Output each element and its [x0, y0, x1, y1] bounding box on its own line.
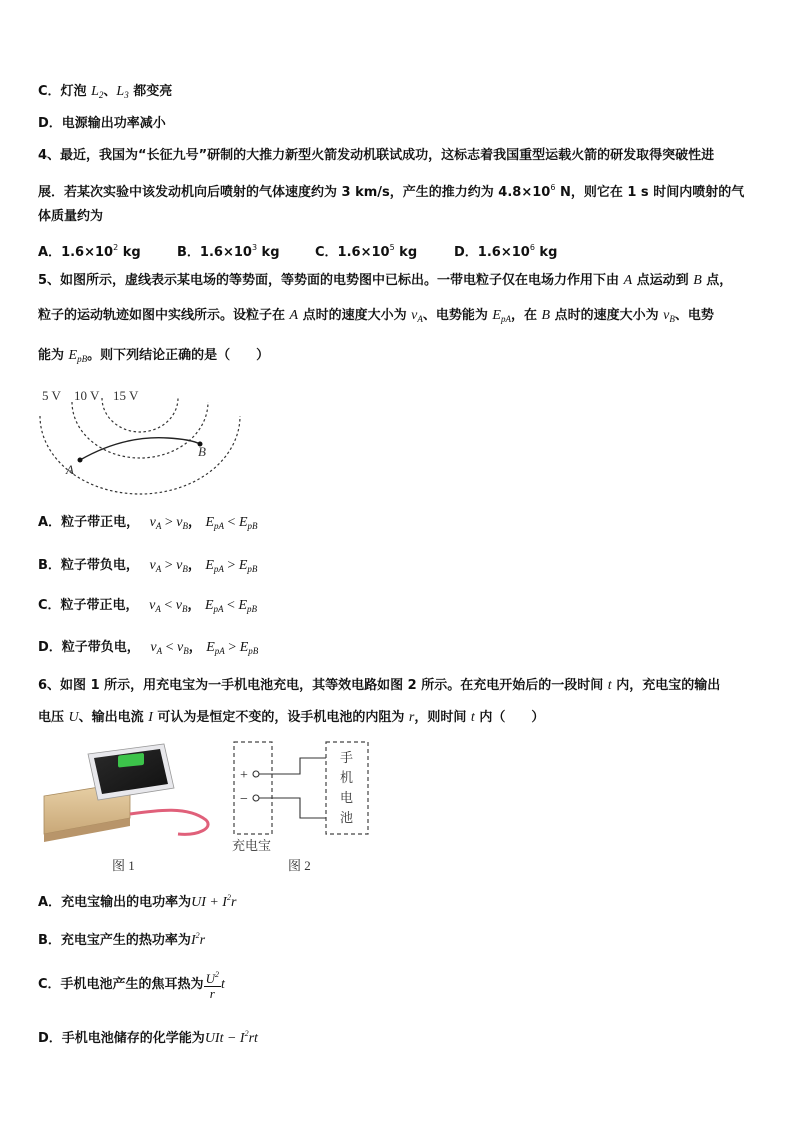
label-5v: 5 V — [42, 388, 61, 403]
option-label: C． — [315, 245, 338, 260]
math-symbol: A — [289, 308, 299, 323]
powerbank-box — [234, 742, 272, 834]
stem-text: 5、如图所示，虚线表示某电场的等势面，等势面的电势图中已标出。一带电粒子仅在电场力作用下由 — [38, 273, 624, 288]
stem-text: ，则时间 — [414, 710, 471, 725]
q5-option-d: D．粒子带负电， $v_A < v_B$， $E_{pA} > E_{pB}$ — [38, 640, 259, 656]
label-10v: 10 V — [74, 388, 100, 403]
stem-text: 。则下列结论正确的是（ ） — [87, 348, 270, 363]
phone-battery-label-3: 电 — [340, 790, 354, 805]
subscript: B — [669, 314, 675, 324]
option-label: A． — [38, 515, 62, 530]
math-symbol: U — [68, 710, 79, 725]
powerbank-label: 充电宝 — [232, 838, 272, 853]
equipotential-5v — [40, 416, 240, 494]
q6-option-a — [38, 890, 236, 911]
q6-option-b — [38, 928, 205, 949]
stem-text: 电压 — [38, 710, 69, 725]
math-symbol: E — [492, 308, 501, 323]
option-text: 都变亮 — [128, 84, 173, 99]
figure-2-circuit — [228, 740, 378, 876]
unit: kg — [394, 245, 418, 260]
stem-text: 、输出电流 — [78, 710, 149, 725]
negative-terminal — [253, 795, 259, 801]
unit: kg — [534, 245, 558, 260]
q3-option-d — [38, 116, 166, 132]
formula: UI + $I^2r$ — [191, 893, 237, 910]
subscript: pA — [500, 314, 511, 324]
math-symbol: I — [148, 710, 153, 725]
superscript: 6 — [550, 183, 556, 192]
plus-sign: + — [240, 768, 248, 783]
stem-text: 内（ ） — [474, 710, 545, 725]
stem-text: 点运动到 — [632, 273, 694, 288]
formula-tail: t — [220, 977, 225, 992]
unit: kg — [118, 245, 141, 260]
option-text: 充电宝产生的热功率为 — [60, 933, 191, 948]
option-label: D． — [454, 245, 478, 260]
phone-battery-label-2: 机 — [340, 770, 354, 785]
energy-relation: $E_{pA} < E_{pB}$ — [204, 598, 257, 614]
phone-battery-label-4: 池 — [340, 810, 354, 825]
option-label: C． — [38, 84, 61, 99]
stem-text: 6、如图 1 所示，用充电宝为一手机电池充电，其等效电路如图 2 所示。在充电开始后的一段时间 — [38, 678, 608, 693]
stem-text: N，则它在 1 s 时间内喷射的气 — [555, 185, 745, 200]
subscript: 2 — [98, 90, 104, 100]
velocity-relation: $v_A < v_B$ — [150, 640, 189, 656]
option-label: D． — [38, 116, 62, 131]
particle-trajectory — [80, 438, 200, 460]
option-text: 充电宝输出的电功率为 — [61, 895, 192, 910]
option-text: 灯泡 — [60, 84, 92, 99]
stem-text: 可认为是恒定不变的，设手机电池的内阻为 — [152, 710, 409, 725]
option-text: 粒子带正电， — [60, 598, 139, 613]
q5-stem-line2 — [38, 308, 714, 327]
figure-1-powerbank-photo — [38, 740, 218, 876]
stem-text: 展．若某次实验中该发动机向后喷射的气体速度约为 3 km/s，产生的推力约为 4.8×10 — [38, 185, 551, 200]
figure-1-caption: 图 1 — [112, 858, 135, 873]
stem-text: 点时的速度大小为 — [298, 308, 412, 323]
option-label: D． — [38, 1031, 62, 1046]
figure-2-caption: 图 2 — [288, 858, 311, 873]
q4-option-a — [38, 241, 141, 260]
velocity-relation: $v_A > v_B$ — [149, 515, 188, 531]
label-point-a: A — [66, 462, 74, 477]
formula: $I^2r$ — [190, 931, 206, 948]
stem-text: 、电势 — [674, 308, 714, 323]
superscript: 2 — [113, 243, 119, 252]
math-symbol: B — [693, 273, 702, 288]
velocity-relation: $v_A > v_B$ — [149, 558, 188, 574]
option-text: 粒子带正电， — [61, 515, 140, 530]
q5-option-c: C．粒子带正电， $v_A < v_B$， $E_{pA} < E_{pB}$ — [38, 598, 257, 614]
stem-text: 点， — [701, 273, 733, 288]
energy-relation: $E_{pA} > E_{pB}$ — [206, 640, 259, 656]
q5-stem-line1 — [38, 273, 732, 289]
q6-stem-line1 — [38, 678, 720, 694]
q6-option-c — [38, 966, 225, 1004]
superscript: 3 — [251, 243, 258, 252]
math-symbol: A — [623, 273, 633, 288]
equipotential-15v — [102, 398, 178, 432]
minus-sign: − — [240, 792, 248, 807]
charging-cable — [130, 810, 208, 834]
option-value: 1.6×10 — [337, 245, 390, 260]
subscript: A — [417, 314, 423, 324]
math-symbol: L — [91, 84, 99, 99]
option-label: C． — [38, 598, 61, 613]
q4-option-c — [315, 241, 417, 260]
stem-text: 点时的速度大小为 — [550, 308, 664, 323]
q4-stem-line3: 体质量约为 — [38, 209, 104, 224]
phone-battery-label-1: 手 — [340, 750, 354, 765]
q4-option-d — [454, 241, 557, 260]
q5-option-b: B．粒子带负电， $v_A > v_B$， $E_{pA} > E_{pB}$ — [38, 558, 258, 574]
energy-relation: $E_{pA} < E_{pB}$ — [205, 515, 258, 531]
stem-text: ，在 — [510, 308, 542, 323]
positive-terminal — [253, 771, 259, 777]
option-text: 粒子带负电， — [61, 640, 140, 655]
separator: 、 — [103, 84, 117, 99]
option-label: C． — [38, 977, 61, 992]
option-value: 1.6×10 — [61, 245, 114, 260]
option-value: 1.6×10 — [199, 245, 252, 260]
energy-relation: $E_{pA} > E_{pB}$ — [205, 558, 258, 574]
math-symbol: L — [116, 84, 125, 99]
q6-option-d — [38, 1026, 258, 1047]
math-symbol: t — [607, 678, 612, 693]
option-text: 电源输出功率减小 — [61, 116, 166, 131]
q6-stem-line2 — [38, 710, 544, 726]
stem-text: 、电势能为 — [422, 308, 493, 323]
stem-text: 能为 — [38, 348, 69, 363]
wire-positive — [259, 758, 326, 774]
math-symbol: B — [541, 308, 551, 323]
option-text: 手机电池储存的化学能为 — [61, 1031, 205, 1046]
superscript: 5 — [389, 243, 395, 252]
q5-option-a: A．粒子带正电， $v_A > v_B$， $E_{pA} < E_{pB}$ — [38, 515, 258, 531]
option-label: A． — [38, 895, 62, 910]
velocity-relation: $v_A < v_B$ — [149, 598, 188, 614]
q5-stem-line3 — [38, 348, 269, 367]
wire-negative — [259, 798, 326, 818]
q4-option-b — [177, 241, 280, 260]
label-15v: 15 V — [113, 388, 139, 403]
q4-stem-line1: 4、最近，我国为“长征九号”研制的大推力新型火箭发动机联试成功，这标志着我国重型运载火箭的研发取得突破性进 — [38, 148, 715, 163]
math-symbol: v — [411, 308, 418, 323]
point-a-dot — [78, 458, 83, 463]
option-label: D． — [38, 640, 62, 655]
math-symbol: t — [470, 710, 475, 725]
option-text: 手机电池产生的焦耳热为 — [60, 977, 204, 992]
option-label: B． — [38, 933, 61, 948]
math-symbol: v — [663, 308, 670, 323]
option-text: 粒子带负电， — [60, 558, 139, 573]
subscript: 3 — [124, 90, 129, 100]
math-symbol: r — [408, 710, 415, 725]
option-value: 1.6×10 — [477, 245, 530, 260]
stem-text: 粒子的运动轨迹如图中实线所示。设粒子在 — [38, 308, 290, 323]
superscript: 6 — [529, 243, 535, 252]
q3-option-c — [38, 84, 172, 103]
q4-stem-line2 — [38, 180, 744, 201]
fraction: $\frac{U^2}{r}$ — [205, 970, 219, 1001]
equipotential-10v — [72, 402, 208, 458]
label-point-b: B — [198, 444, 206, 459]
math-symbol: E — [68, 348, 78, 363]
unit: kg — [257, 245, 280, 260]
formula: UIt − $I^2rt$ — [204, 1029, 258, 1046]
subscript: pB — [77, 354, 88, 364]
equipotential-figure — [38, 384, 258, 502]
stem-text: 内，充电宝的输出 — [611, 678, 721, 693]
option-label: B． — [38, 558, 61, 573]
option-label: A． — [38, 245, 62, 260]
option-label: B． — [177, 245, 200, 260]
